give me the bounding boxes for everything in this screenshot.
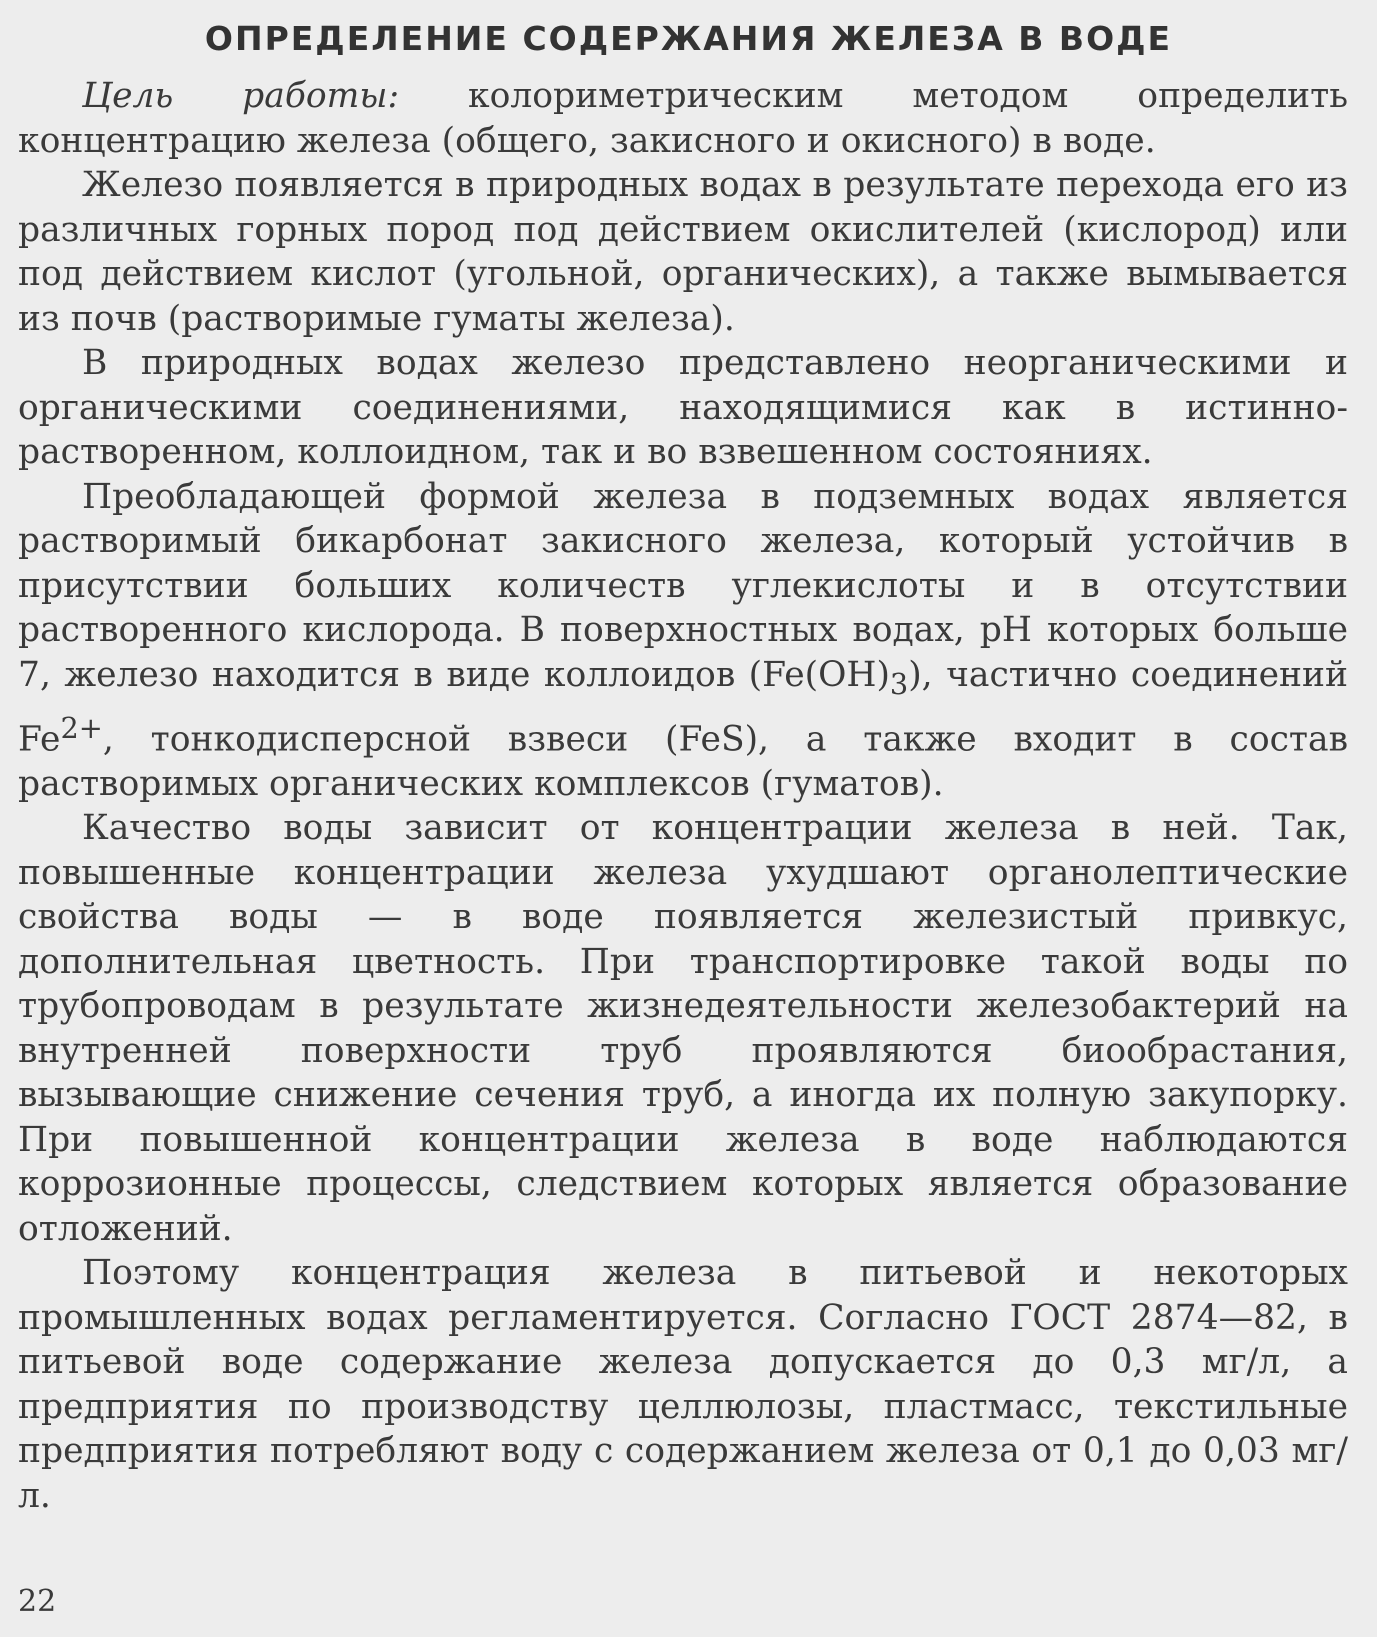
page-title: ОПРЕДЕЛЕНИЕ СОДЕРЖАНИЯ ЖЕЛЕЗА В ВОДЕ [204, 19, 1173, 58]
paragraph-dominant-form [18, 475, 1348, 807]
paragraph-quality: Качество воды зависит от концентрации железа в ней. Так, повышенные концентрации железа ухудшают органолептические свойства воды — в воде появляется железистый привкус, дополнительная цветность. При транспортировке такой воды по трубопроводам в результате жизнедеятельности железобактерий на внутренней поверхности труб проявляются биообрастания, вызывающие снижение сечения труб, а иногда их полную закупорку. При повышенной концентрации железа в воде наблюдаются коррозионные процессы, следствием которых является образование отложений. [18, 808, 1348, 1249]
aim-label: Цель работы: [82, 76, 400, 116]
aim-text: колориметрическим методом определить концентрацию железа (общего, закисного и окисного) в воде. [18, 76, 1349, 161]
paragraph-origin: Железо появляется в природных водах в результате перехода его из различных горных пород под действием окислителей (кислород) или под действием кислот (угольной, органических), а также вымывается из почв (растворимые гуматы железа). [18, 165, 1348, 339]
page-number: 22 [18, 1584, 57, 1619]
body-text [18, 74, 1348, 1518]
paragraph-forms: В природных водах железо представлено неорганическими и органическими соединениями, находящимися как в истинно-растворенном, коллоидном, так и во взвешенном состояниях. [18, 343, 1348, 472]
p4-superscript: 2+ [60, 710, 103, 745]
p4-text-1: Преобладающей формой железа в подземных водах является растворимый бикарбонат закисного железа, который устойчив в присутствии больших количеств углекислоты и в отсутствии растворенного кислорода. В поверхностных водах, pH которых больше 7, железо находится в виде коллоидов (Fe(OH) [18, 476, 1348, 695]
p4-text-3: , тонкодисперсной взвеси (FeS), а также входит в состав растворимых органических комплексов (гуматов). [18, 719, 1348, 804]
p4-subscript: 3 [889, 666, 909, 701]
aim-paragraph [18, 74, 1348, 163]
p4-text-2: ), частично соединений Fe [18, 654, 1348, 760]
paragraph-regulation: Поэтому концентрация железа в питьевой и некоторых промышленных водах регламентируется. Согласно ГОСТ 2874—82, в питьевой воде содержание железа допускается до 0,3 мг/л, а предприятия по производству целлюлозы, пластмасс, текстильные предприятия потребляют воду с содержанием железа от 0,1 до 0,03 мг/л. [18, 1253, 1348, 1516]
